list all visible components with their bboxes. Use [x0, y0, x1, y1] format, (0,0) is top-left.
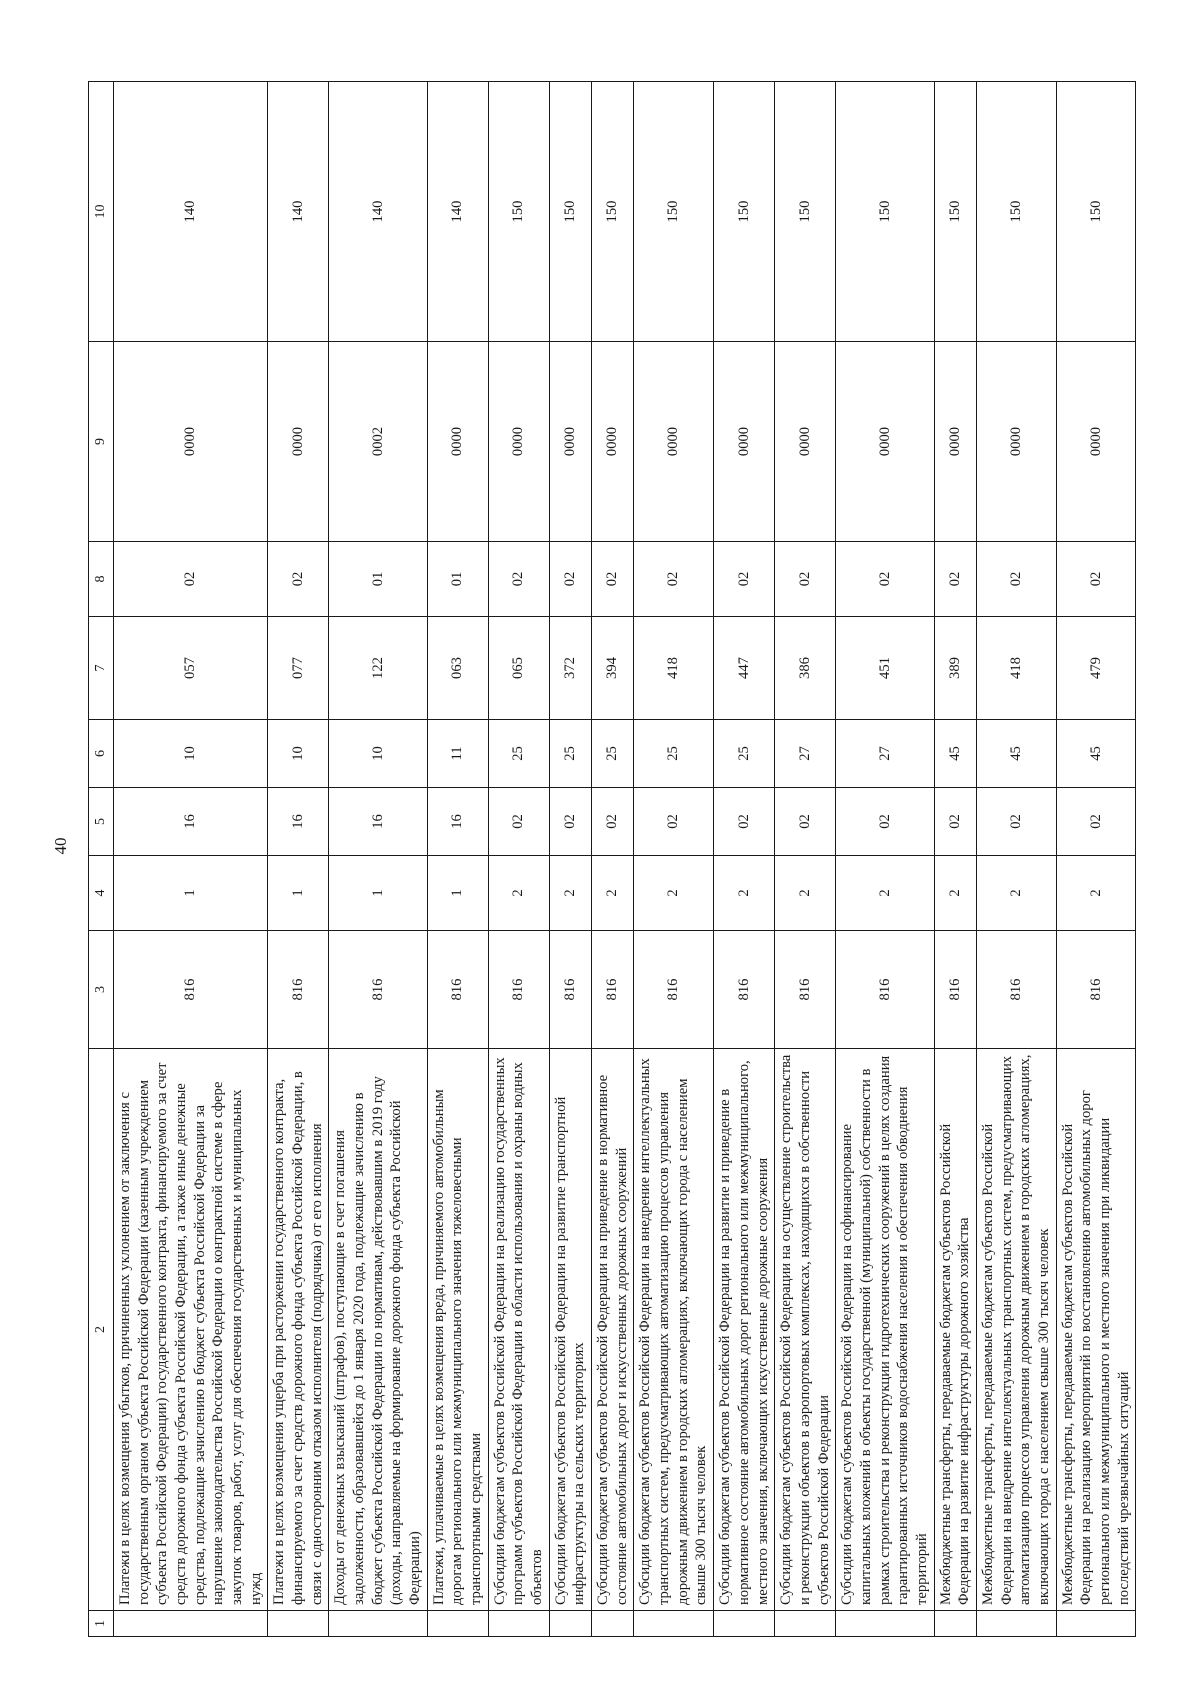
table-row: [427, 82, 488, 1637]
code-cell-c7: 418: [634, 617, 714, 720]
code-cell-c7: 394: [592, 617, 634, 720]
table-row: [1056, 82, 1136, 1637]
code-cell-c10: 140: [114, 82, 268, 342]
code-cell-c10: 150: [634, 82, 714, 342]
code-cell-c6: 25: [634, 720, 714, 788]
code-cell-c9: 0000: [592, 342, 634, 542]
description-cell: Межбюджетные трансферты, передаваемые бюджетам субъектов Российской Федерации на внедрение интеллектуальных транспортных систем, предусматривающих автоматизацию процессов управления дорожным движением в городских агломерациях, включающих города с населением свыше 300 тысяч человек: [976, 1049, 1056, 1611]
code-cell-c10: 150: [836, 82, 934, 342]
rotated-table-wrapper: [88, 82, 1132, 1637]
row-number-cell: [714, 1611, 775, 1637]
code-cell-c5: 02: [775, 788, 836, 856]
code-cell-c8: 02: [488, 542, 549, 617]
code-cell-c8: 02: [714, 542, 775, 617]
row-number-cell: [488, 1611, 549, 1637]
description-cell: Платежи в целях возмещения убытков, причиненных уклонением от заключения с государственным органом субъекта Российской Федерации (казенным учреждением субъекта Российской Федерации) государственного контракта, финансируемого за счет средств дорожного фонда субъекта Российской Федерации, а также иные денежные средства, подлежащие зачислению в бюджет субъекта Российской Федерации за нарушение законодательства Российской Федерации о контрактной системе в сфере закупок товаров, работ, услуг для обеспечения государственных и муниципальных нужд: [114, 1049, 268, 1611]
code-cell-c8: 02: [775, 542, 836, 617]
table-row: [714, 82, 775, 1637]
row-number-cell: [976, 1611, 1056, 1637]
code-cell-c3: 816: [488, 931, 549, 1049]
table-row: [592, 82, 634, 1637]
row-number-cell: [634, 1611, 714, 1637]
code-cell-c6: 10: [114, 720, 268, 788]
code-cell-c5: 02: [1056, 788, 1136, 856]
code-cell-c4: 1: [427, 856, 488, 931]
code-cell-c3: 816: [329, 931, 427, 1049]
code-cell-c9: 0000: [714, 342, 775, 542]
code-cell-c4: 2: [836, 856, 934, 931]
code-cell-c4: 1: [329, 856, 427, 931]
budget-classification-table: [88, 81, 1136, 1637]
code-cell-c7: 057: [114, 617, 268, 720]
code-cell-c8: 01: [427, 542, 488, 617]
code-cell-c6: 25: [488, 720, 549, 788]
code-cell-c10: 150: [488, 82, 549, 342]
column-header: 1: [89, 1611, 114, 1637]
code-cell-c8: 02: [114, 542, 268, 617]
code-cell-c6: 25: [549, 720, 591, 788]
row-number-cell: [836, 1611, 934, 1637]
code-cell-c4: 2: [714, 856, 775, 931]
code-cell-c8: 02: [836, 542, 934, 617]
code-cell-c4: 2: [934, 856, 976, 931]
code-cell-c8: 02: [634, 542, 714, 617]
code-cell-c5: 16: [427, 788, 488, 856]
code-cell-c8: 01: [329, 542, 427, 617]
code-cell-c9: 0000: [934, 342, 976, 542]
code-cell-c3: 816: [427, 931, 488, 1049]
code-cell-c9: 0000: [836, 342, 934, 542]
code-cell-c10: 150: [1056, 82, 1136, 342]
code-cell-c3: 816: [714, 931, 775, 1049]
code-cell-c9: 0000: [114, 342, 268, 542]
code-cell-c4: 2: [634, 856, 714, 931]
row-number-cell: [549, 1611, 591, 1637]
code-cell-c8: 02: [592, 542, 634, 617]
code-cell-c9: 0000: [268, 342, 329, 542]
column-header: 10: [89, 82, 114, 342]
code-cell-c5: 02: [488, 788, 549, 856]
table-row: [976, 82, 1056, 1637]
code-cell-c3: 816: [976, 931, 1056, 1049]
description-cell: Доходы от денежных взысканий (штрафов), поступающие в счет погашения задолженности, образовавшейся до 1 января 2020 года, подлежащие зачислению в бюджет субъекта Российской Федерации по нормативам, действовавшим в 2019 году (доходы, направляемые на формирование дорожного фонда субъекта Российской Федерации): [329, 1049, 427, 1611]
code-cell-c6: 27: [775, 720, 836, 788]
code-cell-c5: 02: [634, 788, 714, 856]
code-cell-c8: 02: [268, 542, 329, 617]
column-header: 3: [89, 931, 114, 1049]
code-cell-c7: 451: [836, 617, 934, 720]
code-cell-c3: 816: [114, 931, 268, 1049]
code-cell-c7: 063: [427, 617, 488, 720]
column-header: 7: [89, 617, 114, 720]
column-header: 2: [89, 1049, 114, 1611]
code-cell-c5: 16: [114, 788, 268, 856]
code-cell-c7: 447: [714, 617, 775, 720]
code-cell-c6: 10: [268, 720, 329, 788]
description-cell: Субсидии бюджетам субъектов Российской Федерации на софинансирование капитальных вложений в объекты государственной (муниципальной) собственности в рамках строительства и реконструкции гидротехнических сооружений в целях создания гарантированных источников водоснабжения населения и обеспечения обводнения территорий: [836, 1049, 934, 1611]
description-cell: Субсидии бюджетам субъектов Российской Федерации на приведение в нормативное состояние автомобильных дорог и искусственных дорожных сооружений: [592, 1049, 634, 1611]
description-cell: Межбюджетные трансферты, передаваемые бюджетам субъектов Российской Федерации на развитие инфраструктуры дорожного хозяйства: [934, 1049, 976, 1611]
description-cell: Субсидии бюджетам субъектов Российской Федерации на развитие и приведение в нормативное состояние автомобильных дорог регионального или межмуниципального, местного значения, включающих искусственные дорожные сооружения: [714, 1049, 775, 1611]
code-cell-c10: 150: [714, 82, 775, 342]
table-row: [268, 82, 329, 1637]
code-cell-c7: 479: [1056, 617, 1136, 720]
code-cell-c5: 02: [934, 788, 976, 856]
row-number-cell: [592, 1611, 634, 1637]
table-row: [934, 82, 976, 1637]
code-cell-c6: 25: [714, 720, 775, 788]
row-number-cell: [427, 1611, 488, 1637]
table-row: [836, 82, 934, 1637]
code-cell-c10: 140: [427, 82, 488, 342]
code-cell-c10: 150: [549, 82, 591, 342]
code-cell-c9: 0000: [1056, 342, 1136, 542]
code-cell-c9: 0000: [549, 342, 591, 542]
table-row: [329, 82, 427, 1637]
code-cell-c4: 1: [114, 856, 268, 931]
code-cell-c5: 16: [329, 788, 427, 856]
code-cell-c3: 816: [634, 931, 714, 1049]
description-cell: Субсидии бюджетам субъектов Российской Федерации на развитие транспортной инфраструктуры на сельских территориях: [549, 1049, 591, 1611]
header-row: [89, 82, 114, 1637]
table-row: [488, 82, 549, 1637]
code-cell-c3: 816: [549, 931, 591, 1049]
code-cell-c10: 150: [775, 82, 836, 342]
code-cell-c10: 150: [592, 82, 634, 342]
table-body: [89, 82, 1136, 1637]
description-cell: Межбюджетные трансферты, передаваемые бюджетам субъектов Российской Федерации на реализацию мероприятий по восстановлению автомобильных дорог регионального или межмуниципального и местного значения при ликвидации последствий чрезвычайных ситуаций: [1056, 1049, 1136, 1611]
code-cell-c5: 02: [976, 788, 1056, 856]
code-cell-c10: 140: [268, 82, 329, 342]
page-number: 40: [51, 837, 70, 855]
code-cell-c4: 2: [488, 856, 549, 931]
code-cell-c3: 816: [934, 931, 976, 1049]
code-cell-c4: 1: [268, 856, 329, 931]
code-cell-c4: 2: [775, 856, 836, 931]
code-cell-c7: 418: [976, 617, 1056, 720]
code-cell-c9: 0000: [976, 342, 1056, 542]
column-header: 6: [89, 720, 114, 788]
table-row: [549, 82, 591, 1637]
code-cell-c4: 2: [976, 856, 1056, 931]
code-cell-c9: 0000: [427, 342, 488, 542]
column-header: 9: [89, 342, 114, 542]
code-cell-c4: 2: [1056, 856, 1136, 931]
row-number-cell: [329, 1611, 427, 1637]
code-cell-c9: 0000: [488, 342, 549, 542]
description-cell: Платежи, уплачиваемые в целях возмещения вреда, причиняемого автомобильным дорогам регионального или межмуниципального значения тяжеловесными транспортными средствами: [427, 1049, 488, 1611]
column-header: 5: [89, 788, 114, 856]
row-number-cell: [934, 1611, 976, 1637]
code-cell-c3: 816: [1056, 931, 1136, 1049]
code-cell-c6: 45: [934, 720, 976, 788]
code-cell-c7: 065: [488, 617, 549, 720]
description-cell: Платежи в целях возмещения ущерба при расторжении государственного контракта, финансируемого за счет средств дорожного фонда субъекта Российской Федерации, в связи с односторонним отказом исполнителя (подрядчика) от его исполнения: [268, 1049, 329, 1611]
code-cell-c7: 077: [268, 617, 329, 720]
table-row: [775, 82, 836, 1637]
code-cell-c7: 386: [775, 617, 836, 720]
code-cell-c9: 0000: [775, 342, 836, 542]
row-number-cell: [114, 1611, 268, 1637]
description-cell: Субсидии бюджетам субъектов Российской Федерации на осуществление строительства и реконструкции объектов в аэропортовых комплексах, находящихся в собственности субъектов Российской Федерации: [775, 1049, 836, 1611]
code-cell-c4: 2: [549, 856, 591, 931]
code-cell-c10: 140: [329, 82, 427, 342]
code-cell-c3: 816: [775, 931, 836, 1049]
description-cell: Субсидии бюджетам субъектов Российской Федерации на реализацию государственных программ субъектов Российской Федерации в области использования и охраны водных объектов: [488, 1049, 549, 1611]
code-cell-c6: 45: [976, 720, 1056, 788]
row-number-cell: [268, 1611, 329, 1637]
table-row: [634, 82, 714, 1637]
code-cell-c8: 02: [976, 542, 1056, 617]
code-cell-c6: 45: [1056, 720, 1136, 788]
code-cell-c7: 122: [329, 617, 427, 720]
code-cell-c3: 816: [592, 931, 634, 1049]
code-cell-c5: 02: [836, 788, 934, 856]
code-cell-c6: 27: [836, 720, 934, 788]
code-cell-c5: 16: [268, 788, 329, 856]
code-cell-c9: 0000: [634, 342, 714, 542]
code-cell-c8: 02: [1056, 542, 1136, 617]
code-cell-c6: 11: [427, 720, 488, 788]
code-cell-c5: 02: [714, 788, 775, 856]
code-cell-c5: 02: [549, 788, 591, 856]
row-number-cell: [1056, 1611, 1136, 1637]
description-cell: Субсидии бюджетам субъектов Российской Федерации на внедрение интеллектуальных транспортных систем, предусматривающих автоматизацию процессов управления дорожным движением в городских агломерациях, включающих города с населением свыше 300 тысяч человек: [634, 1049, 714, 1611]
code-cell-c5: 02: [592, 788, 634, 856]
code-cell-c7: 372: [549, 617, 591, 720]
code-cell-c8: 02: [549, 542, 591, 617]
column-header: 8: [89, 542, 114, 617]
code-cell-c4: 2: [592, 856, 634, 931]
row-number-cell: [775, 1611, 836, 1637]
code-cell-c3: 816: [836, 931, 934, 1049]
code-cell-c7: 389: [934, 617, 976, 720]
code-cell-c10: 150: [976, 82, 1056, 342]
code-cell-c3: 816: [268, 931, 329, 1049]
code-cell-c6: 25: [592, 720, 634, 788]
column-header: 4: [89, 856, 114, 931]
code-cell-c9: 0002: [329, 342, 427, 542]
code-cell-c6: 10: [329, 720, 427, 788]
table-row: [114, 82, 268, 1637]
code-cell-c10: 150: [934, 82, 976, 342]
code-cell-c8: 02: [934, 542, 976, 617]
